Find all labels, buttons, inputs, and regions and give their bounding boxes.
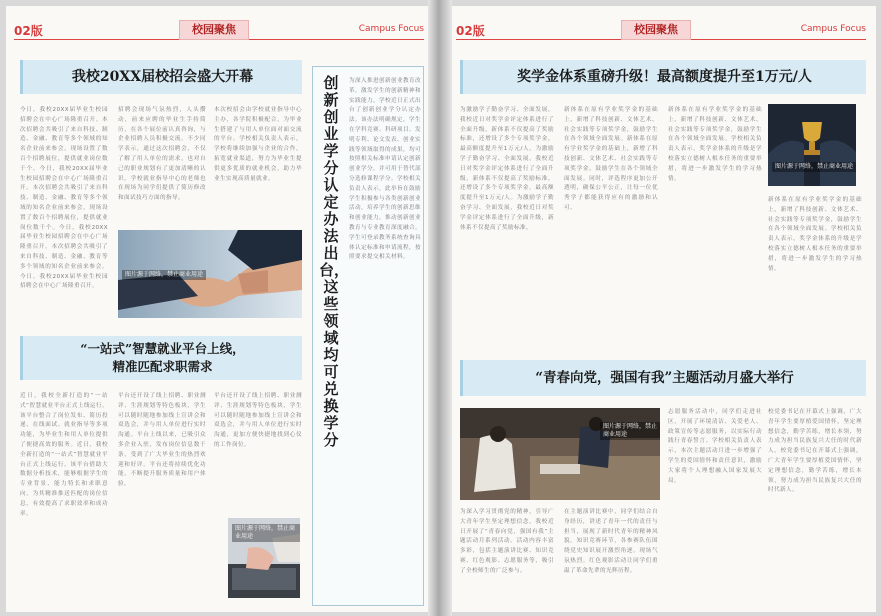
article-column: 为深入学习贯彻党的精神，引导广大青年学生坚定理想信念，我校近日开展了“青春向党，强国有我”主题活动月系列活动。活动内容丰富多彩，包括主题演讲比赛、知识竞赛、红色观影、志愿服务等，吸引了全校师生的广泛参与。	[460, 509, 554, 574]
article-column: 今日，我校20XX届毕业生校园招聘会在中心广场隆重召开。本次招聘会共吸引了来自科技、制造、金融、教育等多个领域的知名企业前来参会，现场设置了数百个招聘展位，提供就业岗位数千个。今日，我校20XX届毕业生校园招聘会在中心广场隆重召开。本次招聘会共吸引了来自科技、制造、金融、教育等多个领域的知名企业前来参会，现场设置了数百个招聘展位，提供就业岗位数千个。今日，我校20XX届毕业生校园招聘会在中心广场隆重召开。本次招聘会共吸引了来自科技、制造、金融、教育等多个领域的知名企业前来参会。今日，我校20XX届毕业生校园招聘会在中心广场隆重召开。	[20, 107, 108, 290]
section-english: Campus Focus	[358, 24, 424, 34]
article-title: 奖学金体系重磅升级！最高额度提升至1万元/人	[460, 60, 866, 94]
article-column: 招聘会现场气氛热烈，人头攒动，前来应聘的毕业生手持简历，在各个展位前认真咨询，与企业招聘人员积极交流。不少同学表示，通过这次招聘会，不仅了解了用人单位的需求，也对自己的职业规划有了更加清晰的认识。学校就业指导中心的老师也在现场为同学们提供了简历修改和面试技巧方面的指导。	[118, 107, 206, 202]
section-label: 校园聚焦	[621, 20, 691, 40]
article-column: 在主题演讲比赛中，同学们结合自身经历，讲述了青年一代的责任与担当，展现了新时代青年的精神风貌。知识竞赛环节，各参赛队伍围绕党史知识展开激烈角逐，现场气氛热烈。红色观影活动让同学们重温了革命先辈的光辉历程。	[564, 509, 658, 574]
trophy-photo	[768, 104, 856, 186]
page-number: 02版	[456, 24, 485, 38]
article-title-line: 精准匹配求职需求	[112, 359, 213, 374]
article-column: 校党委书记在开幕式上强调，广大青年学生要厚植爱国情怀，坚定理想信念，勤学苦练，增长本领，努力成为担当民族复兴大任的时代新人。校党委书记在开幕式上强调，广大青年学生要厚植爱国情怀，坚定理想信念，勤学苦练，增长本领，努力成为担当民族复兴大任的时代新人。	[768, 409, 862, 494]
photo-caption: 图片源于网络，禁止商业用途	[772, 162, 856, 172]
article-column: 为激励学子勤奋学习、全面发展，我校近日对奖学金评定体系进行了全面升级，新体系不仅提高了奖励标准，还增设了多个专项奖学金，最高额度提升至1万元/人。为激励学子勤奋学习、全面发展，我校近日对奖学金评定体系进行了全面升级，新体系不仅提高了奖励标准，还增设了多个专项奖学金，最高额度提升至1万元/人。为激励学子勤奋学习、全面发展，我校近日对奖学金评定体系进行了全面升级，新体系不仅提高了奖励标准。	[460, 107, 554, 231]
section-label: 校园聚焦	[179, 20, 249, 40]
left-page	[6, 6, 438, 612]
article-title: 我校20XX届校招会盛大开幕	[20, 60, 302, 94]
article-column: 平台还开设了线上招聘、职业测评、生涯规划等特色板块，学生可以随时随地参加线上宣讲会和双选会，并与用人单位进行实时沟通，更加方便快捷地找到心仪的工作岗位。	[214, 393, 302, 448]
handshake-photo	[118, 230, 302, 318]
article-column: 近日，我校全新打造的“一站式”智慧就业平台正式上线运行。该平台整合了岗位发布、简历投递、在线面试、就业指导等多项功能，为毕业生和用人单位提供了便捷高效的服务。近日，我校全新打造的“一站式”智慧就业平台正式上线运行。该平台借助大数据分析技术，能够根据学生的专业背景、能力特长和求职意向，为其精准推送匹配的岗位信息，有效提高了求职效率和成功率。	[20, 393, 108, 517]
sidebar-title: 创新创业学分认定办法出台，这些领域均可兑换学分	[319, 74, 350, 449]
page-header	[14, 20, 424, 40]
article-column: 本次校招会由学校就业指导中心主办，各学院积极配合，为毕业生搭建了与用人单位面对面交流的平台。学校相关负责人表示，学校将继续加强与企业的合作，拓宽就业渠道，努力为毕业生提供更多优质的就业机会，助力毕业生实现高质量就业。	[214, 107, 302, 182]
section-english: Campus Focus	[800, 24, 866, 34]
article-title	[20, 336, 302, 380]
students-photo	[460, 408, 660, 500]
sidebar-article	[312, 66, 424, 606]
right-page	[446, 6, 876, 612]
article-column: 新体系在原有学业奖学金的基础上，新增了科技创新、文体艺术、社会实践等专项奖学金，鼓励学生在各个领域全面发展。学校相关负责人表示，奖学金体系的升级是学校落实立德树人根本任务的重要举措，将进一步激发学生的学习热情。	[668, 107, 762, 182]
keyboard-photo	[228, 518, 300, 598]
article-column: 平台还开设了线上招聘、职业测评、生涯规划等特色板块，学生可以随时随地参加线上宣讲会和双选会，并与用人单位进行实时沟通。平台上线以来，已吸引众多企业入驻，发布岗位信息数千条，受到了广大毕业生的热烈欢迎和好评。平台还将持续优化功能，不断提升服务质量和用户体验。	[118, 393, 206, 488]
article-column: 新体系在原有学业奖学金的基础上，新增了科技创新、文体艺术、社会实践等专项奖学金，鼓励学生在各个领域全面发展。学校相关负责人表示，奖学金体系的升级是学校落实立德树人根本任务的重要举措，将进一步激发学生的学习热情。	[768, 197, 862, 272]
photo-caption: 图片源于网络，禁止商业用途	[122, 270, 206, 280]
page-header	[456, 20, 866, 40]
page-number: 02版	[14, 24, 43, 38]
article-title: “青春向党，强国有我”主题活动月盛大举行	[460, 360, 866, 396]
photo-caption: 图片源于网络，禁止商业用途	[232, 524, 300, 542]
article-column: 志愿服务活动中，同学们走进社区，开展了环境清洁、关爱老人、政策宣传等志愿服务，以实际行动践行青春誓言。学校相关负责人表示，本次主题活动月进一步增强了学生的爱国情怀和责任意识，激励大家将个人理想融入国家发展大局。	[668, 409, 762, 484]
article-title-line: “一站式”智慧就业平台上线，	[80, 341, 245, 356]
article-column: 新体系在原有学业奖学金的基础上，新增了科技创新、文体艺术、社会实践等专项奖学金，鼓励学生在各个领域全面发展。新体系在原有学业奖学金的基础上，新增了科技创新、文体艺术、社会实践等专项奖学金，鼓励学生在各个领域全面发展。同时，评选程序更加公开透明，确保公平公正，让每一位优秀学子都能获得应有的激励和认可。	[564, 107, 658, 211]
spine-shadow	[428, 0, 452, 616]
photo-caption: 图片源于网络，禁止商业用途	[600, 422, 660, 440]
sidebar-text: 为深入推进创新创业教育改革，激发学生的创新精神和实践能力，学校近日正式出台了创新创业学分认定办法。该办法明确规定，学生在学科竞赛、科研项目、发明专利、论文发表、创业实践等领域取得的成果，均可按照相关标准申请认定创新创业学分，并可用于替代部分选修课程学分。学校相关负责人表示，此举旨在鼓励学生积极参与各类创新创业活动，培养学生的创新思维和创业能力，推动创新创业教育与专业教育深度融合。学生可登录教务系统查询具体认定标准和申请流程，按照要求提交相关材料。	[349, 78, 421, 261]
